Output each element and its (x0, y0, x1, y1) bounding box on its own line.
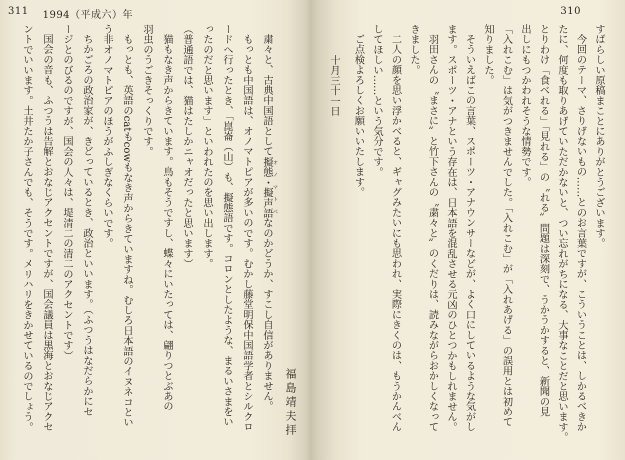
text-column: 国会の音も、ふつうは告解とおなじアクセントですが、国会議員は黒海とおなじアクセ (41, 34, 52, 432)
column-text: 粛々と、古典中国語として (261, 34, 272, 157)
text-column: もっとも中国語は、オノマトピアが多いのです。むかし藤堂明保中国語学者とシルクロ (241, 34, 252, 432)
left-page-text (16, 24, 278, 449)
page-number: 311 (8, 6, 29, 17)
text-column: ったのだと思います」といわれたのを思い出します。 (201, 24, 212, 269)
left-page (0, 0, 312, 460)
text-column: 羽虫のうごきそっくりです。 (141, 24, 152, 157)
ruby-text: オノマトペ (272, 156, 278, 218)
text-column: とりわけ「食べれる」「見れる」の〝れる〟問題は深刻で、うかうかすると、新聞の見 (537, 24, 549, 417)
signature: 福島靖夫拝 (284, 368, 297, 438)
text-column: 羽田さんの〝まさに〟と竹下さんの〝粛々と〟のくだりは、読みながらおかしくなって (426, 34, 438, 432)
text-column: 知りました。 (482, 24, 493, 86)
page-number: 310 (560, 6, 581, 17)
text-column: ちかごろの政治家が、きどっているとき、政治といいます。（ふつうはなだらかにセ (81, 34, 92, 417)
text-column: ご点検よろしくお願いいたします。 (352, 34, 364, 198)
text-column: してほしい……という気分です。 (371, 24, 382, 177)
right-page-text (324, 24, 608, 449)
text-column: う非オノマトピアのほうがふしぎなくらいです。 (101, 24, 112, 249)
text-column: （普通語では、猫はたしかニャオだったと思います） (181, 24, 192, 269)
column-text: なのかどうか、すこし自信がありません。 (261, 217, 272, 412)
page-header (8, 6, 133, 21)
running-head: 1994（平成六）年 (42, 10, 134, 21)
text-column (256, 24, 278, 449)
letter-date: 十月三十一日 (328, 54, 339, 116)
text-column: 出しにもつかわれそうな情勢です。 (519, 24, 530, 188)
right-page (312, 0, 625, 460)
text-column: ます。スポーツ・アナという存在は、日本語を混乱させる元凶のひとつかもしれません。 (445, 24, 456, 432)
text-column: 猫もなき声からきています。鳥もそうですし、蝶々にいたっては、翩りつとぶあの (161, 34, 172, 412)
text-column: きました。 (408, 24, 419, 75)
text-column: そういえばこの言葉、スポーツ・アナウンサーなどが、よく口にしているような気がし (463, 34, 475, 432)
text-column: ージとのびるのですが、国会の人々は、堤清二の清二のアクセントです） (61, 24, 72, 361)
text-column: たに、何度も取りあげていただかないと、つい忘れがちになる、大事なことだと思います。 (556, 24, 567, 443)
text-column: ードへ行ったとき、「崑崙（山）も、擬態語です。コロンとしたような、まるいさまをい (221, 24, 232, 427)
text-column: 今回のテーマ、さりげないもの……とのお言葉ですが、こういうことは、しかるべきか (574, 34, 586, 432)
ruby-annotation (261, 156, 278, 218)
text-column: もっとも、英語のcatもcowもなき声からきていますね。むしろ日本語のイヌネコとい (121, 34, 132, 428)
text-column: 二人の顔を思い浮かべると、ギャグみたいにも思われ、実際にきくのは、もうかんべん (389, 34, 401, 432)
text-column: ントでいいます。土井たか子さんでも、そうです。メリハリをきかせているのでしょう。 (21, 24, 32, 432)
text-column: すばらしい原稿まことにありがとうございます。 (593, 24, 604, 249)
text-column: 「入れこむ」は気がつきませんでした。「入れこむ」が「入れあげる」の誤用とは初めて (500, 24, 512, 427)
ruby-base: 擬態・擬声語 (261, 156, 272, 218)
